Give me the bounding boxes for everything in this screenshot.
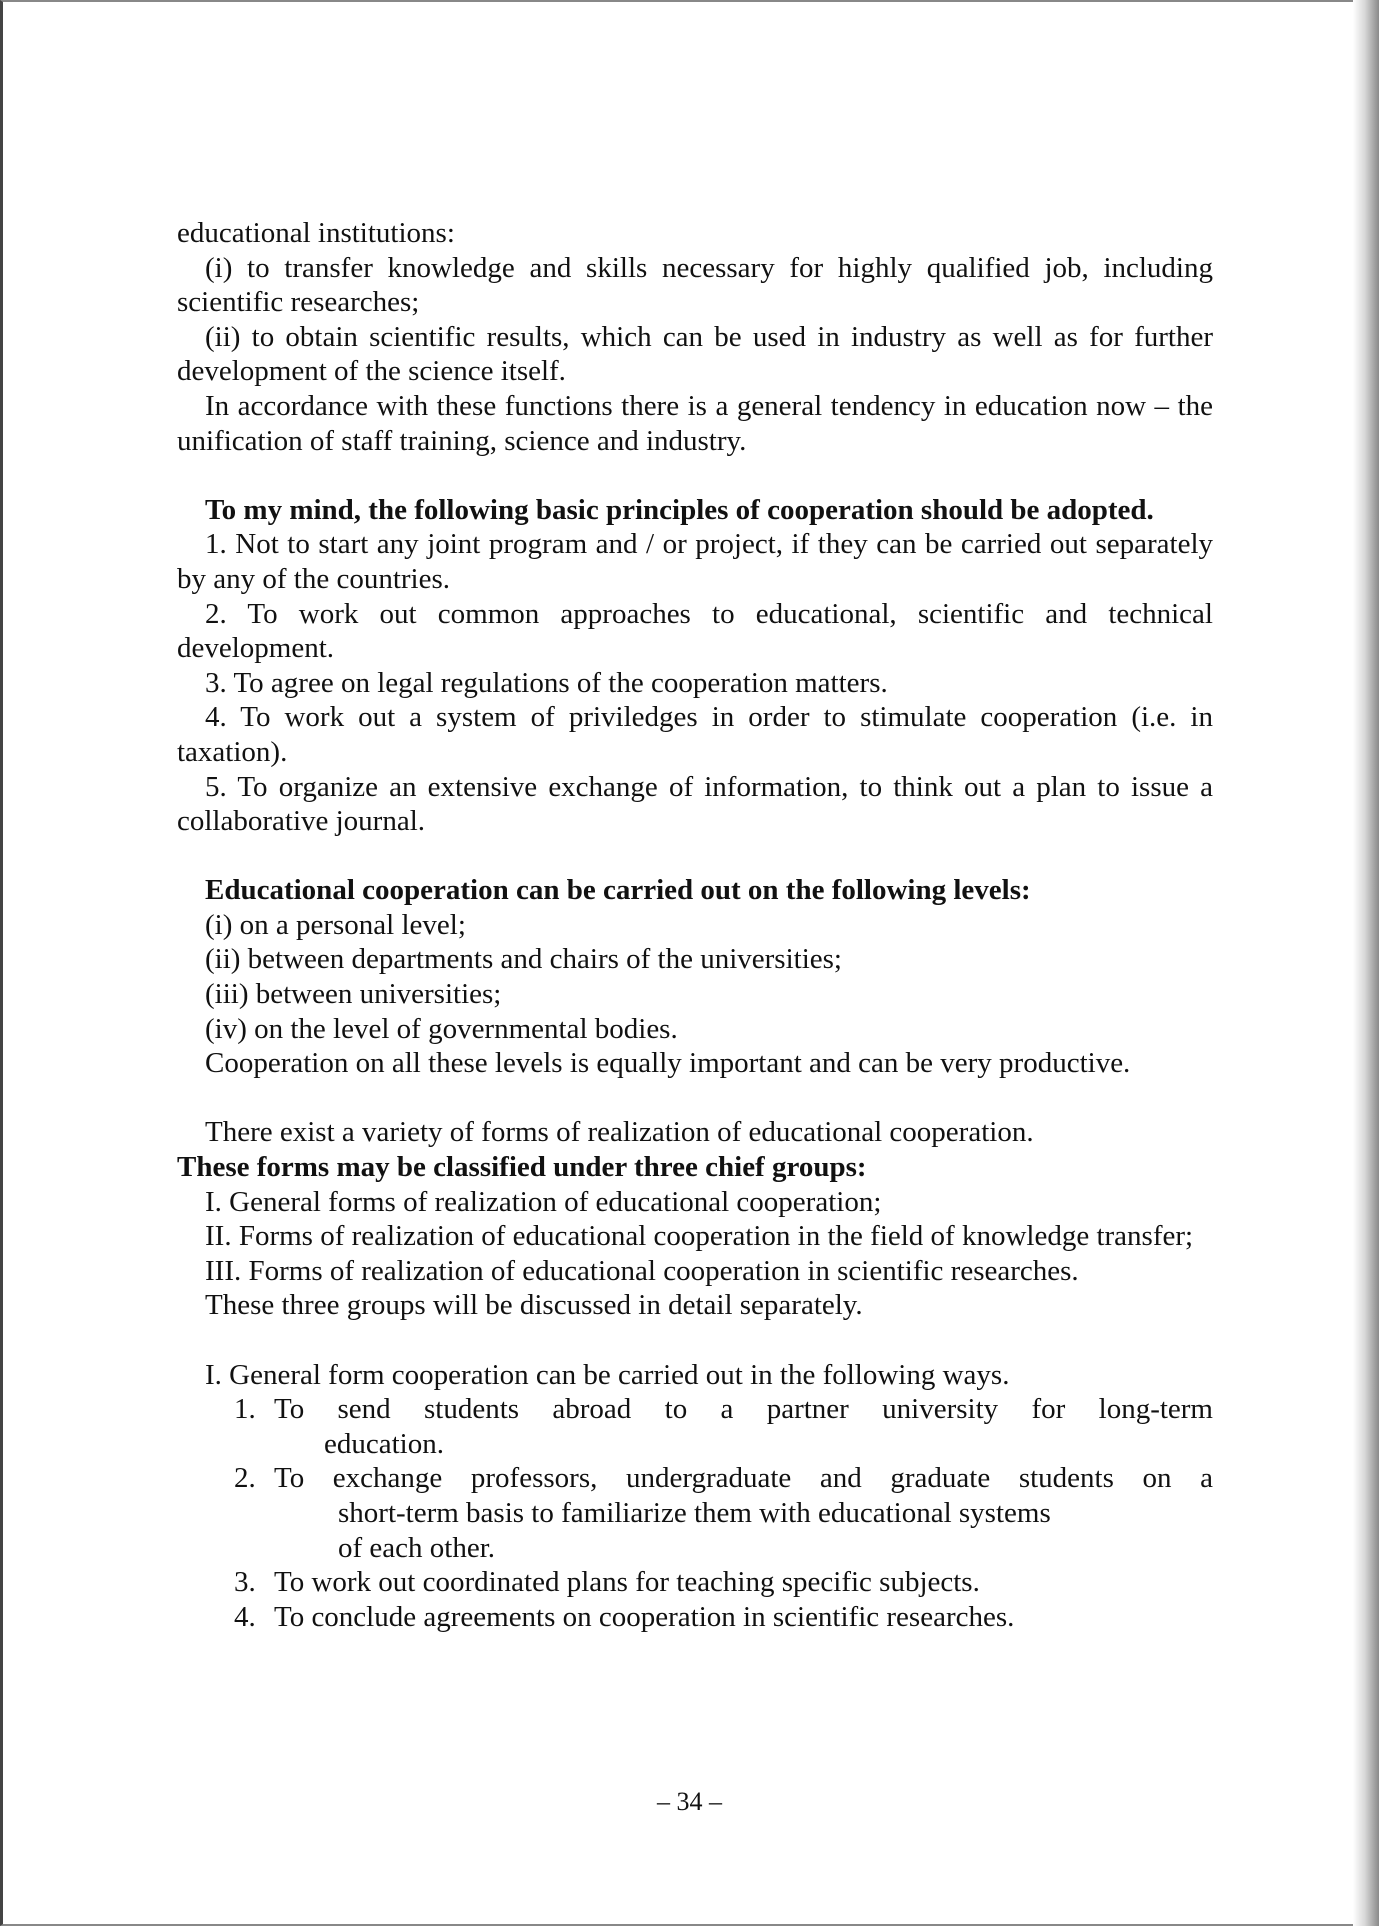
page-edge-shadow [1353,0,1379,1926]
forms-group: III. Forms of realization of educational cooperation in scientific researches. [205,1254,1079,1287]
item-number: 4. [234,1600,256,1633]
levels-heading: Educational cooperation can be carried out on the following levels: [205,874,1031,907]
forms-group: I. General forms of realization of educational cooperation; [205,1185,882,1218]
forms-closing: These three groups will be discussed in detail separately. [205,1289,863,1322]
principles-heading: To my mind, the following basic principles of cooperation should be adopted. [205,493,1154,526]
levels-conclusion: Cooperation on all these levels is equally important and can be very productive. [205,1047,1131,1080]
item-text: To work out coordinated plans for teaching specific subjects. [274,1566,980,1599]
general-form-item [177,1600,1213,1635]
forms-heading: These forms may be classified under three chief groups: [177,1151,867,1184]
page-number: – 34 – [657,1787,722,1816]
intro-item-ii: (ii) to obtain scientific results, which can be used in industry as well as for further development of the science itself. [177,320,1213,388]
principle-item: 4. To work out a system of priviledges in order to stimulate cooperation (i.e. in taxation). [177,701,1213,768]
general-form-item [177,1565,1213,1600]
forms-group: II. Forms of realization of educational cooperation in the field of knowledge transfer; [205,1220,1194,1253]
principle-item: 3. To agree on legal regulations of the cooperation matters. [205,666,888,699]
section-gap [177,1323,1213,1358]
general-form-lead: I. General form cooperation can be carried out in the following ways. [205,1358,1010,1391]
item-text-continued: of each other. [338,1531,496,1564]
intro-item-i: (i) to transfer knowledge and skills necessary for highly qualified job, including scientific researches; [177,251,1213,319]
level-item: (iv) on the level of governmental bodies. [205,1012,678,1045]
item-text: To conclude agreements on cooperation in scientific researches. [274,1600,1015,1633]
section-gap [177,1081,1213,1116]
section-gap [177,839,1213,874]
level-item: (ii) between departments and chairs of the universities; [205,943,842,976]
item-text: To exchange professors, undergraduate and graduate students on a [274,1462,1213,1495]
item-number: 3. [234,1566,256,1599]
section-gap [177,458,1213,493]
item-text-continued: education. [324,1427,444,1460]
page-body [177,216,1213,1634]
general-form-item [177,1461,1213,1565]
level-item: (i) on a personal level; [205,908,466,941]
principle-item: 1. Not to start any joint program and / or project, if they can be carried out separately by any of the countries. [177,528,1213,595]
principle-item: 5. To organize an extensive exchange of information, to think out a plan to issue a collaborative journal. [177,770,1213,838]
level-item: (iii) between universities; [205,978,502,1011]
intro-tendency: In accordance with these functions there is a general tendency in education now – the unification of staff training, science and industry. [177,389,1213,457]
item-number: 2. [234,1462,256,1495]
intro-lead: educational institutions: [177,217,455,249]
forms-lead: There exist a variety of forms of realization of educational cooperation. [205,1116,1034,1149]
principle-item: 2. To work out common approaches to educational, scientific and technical development. [177,597,1213,665]
item-text-continued: short-term basis to familiarize them with educational systems [338,1496,1051,1529]
item-text: To send students abroad to a partner university for long-term [274,1393,1213,1426]
general-form-item [177,1392,1213,1461]
item-number: 1. [234,1393,256,1426]
